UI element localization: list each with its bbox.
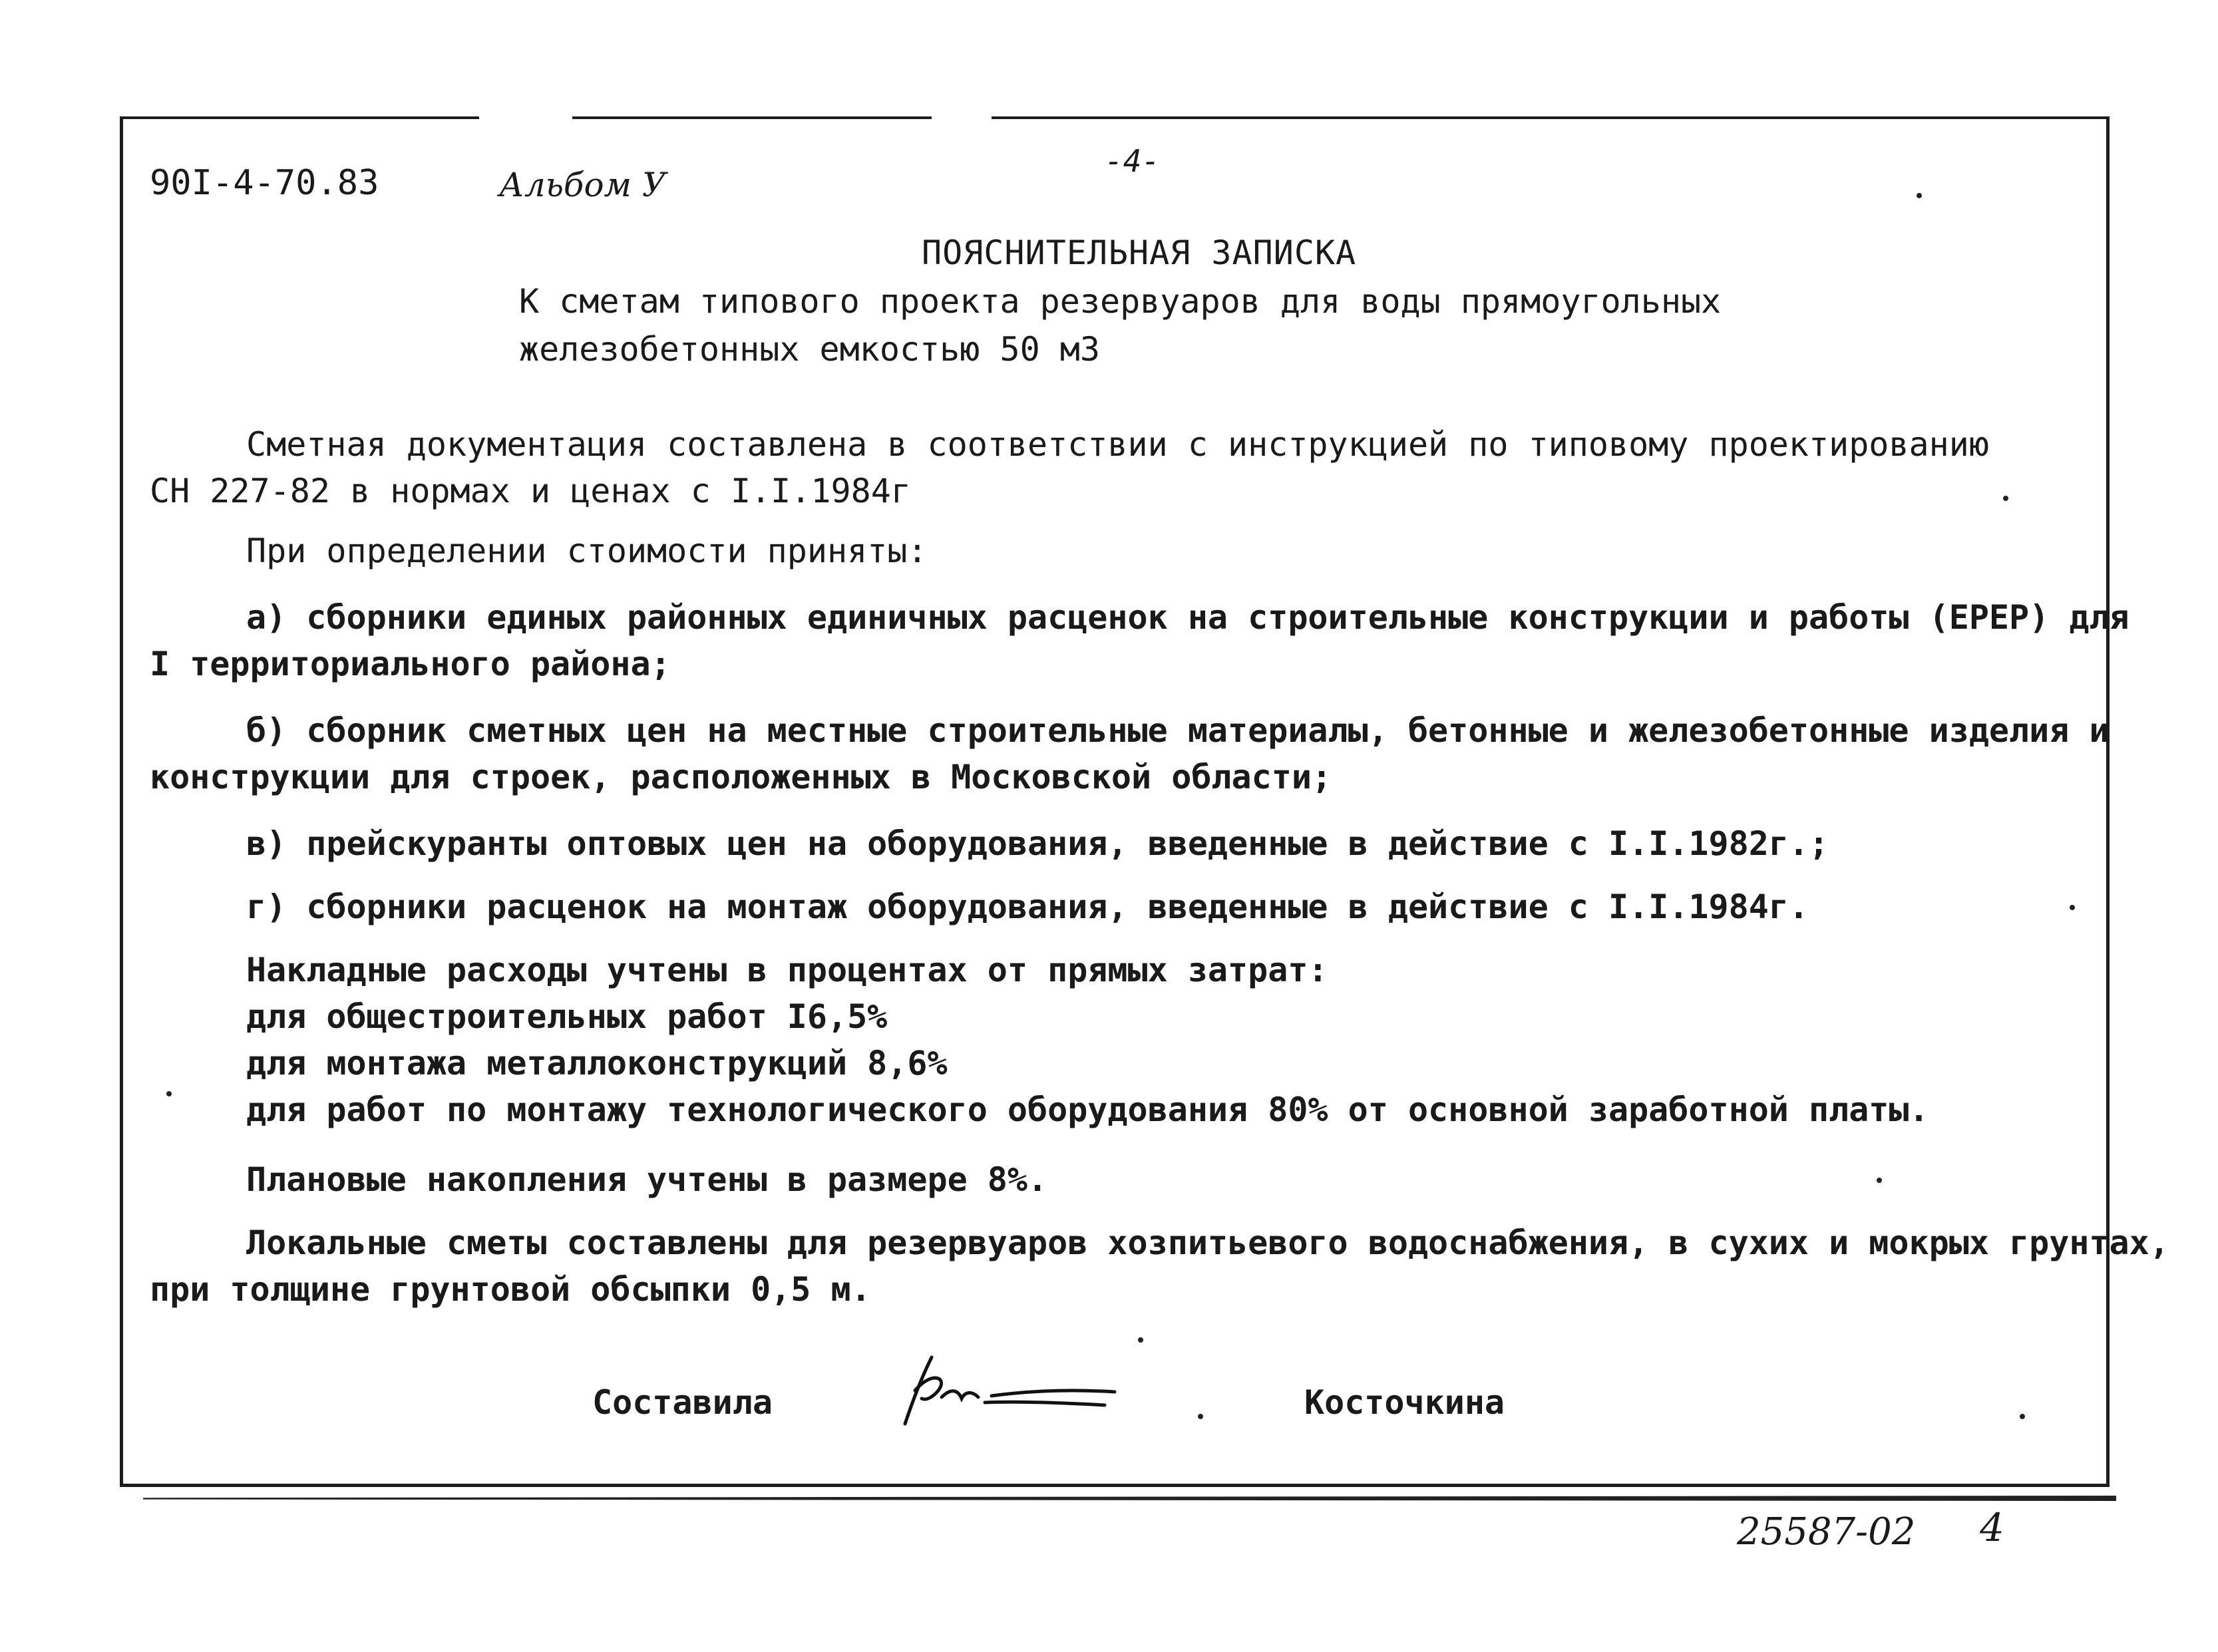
- document-subtitle-line: железобетонных емкостью 50 м3: [519, 330, 1100, 369]
- frame-gap: [932, 112, 992, 122]
- overhead-line: Накладные расходы учтены в процентах от прямых затрат:: [246, 951, 1328, 989]
- paragraph-line: СН 227-82 в нормах и ценах с I.I.1984г: [150, 472, 911, 510]
- scan-speck: [1877, 1178, 1882, 1183]
- frame-gap: [479, 112, 572, 122]
- document-subtitle-line: К сметам типового проекта резервуаров для воды прямоугольных: [519, 282, 1722, 321]
- frame-bottom-rule: [143, 1496, 2116, 1501]
- compiler-name: Косточкина: [1304, 1383, 1505, 1422]
- scan-speck: [1198, 1414, 1203, 1419]
- local-estimates-line: при толщине грунтовой обсыпки 0,5 м.: [150, 1270, 871, 1309]
- scan-speck: [2003, 496, 2008, 501]
- list-item-a: а) сборники единых районных единичных расценок на строительные конструкции и работы (ЕРЕР) для: [246, 598, 2129, 637]
- document-code: 90I-4-70.83: [150, 163, 379, 203]
- scan-speck: [1138, 1337, 1143, 1343]
- list-item-g: г) сборники расценок на монтаж оборудования, введенные в действие с I.I.1984г.: [246, 888, 1809, 926]
- document-title: ПОЯСНИТЕЛЬНАЯ ЗАПИСКА: [922, 234, 1357, 272]
- overhead-line: для работ по монтажу технологического оборудования 80% от основной заработной платы.: [246, 1090, 1929, 1129]
- scan-speck: [166, 1091, 172, 1096]
- scan-speck: [1917, 193, 1922, 198]
- album-label: Альбом У: [499, 166, 667, 204]
- overhead-line: для общестроительных работ I6,5%: [246, 997, 888, 1036]
- compiled-by-label: Составила: [592, 1383, 773, 1422]
- scan-speck: [2070, 905, 2075, 910]
- list-item-v: в) прейскуранты оптовых цен на оборудования, введенные в действие с I.I.1982г.;: [246, 824, 1829, 863]
- archive-number: 25587-02: [1737, 1510, 1916, 1554]
- paragraph-line: Сметная документация составлена в соответствии с инструкцией по типовому проектированию: [246, 425, 1989, 464]
- list-item-b: б) сборник сметных цен на местные строительные материалы, бетонные и железобетонные изделия и: [246, 711, 2110, 750]
- sheet-number: 4: [1980, 1505, 2004, 1550]
- scan-speck: [2020, 1414, 2025, 1419]
- overhead-line: для монтажа металлоконструкций 8,6%: [246, 1044, 948, 1082]
- local-estimates-line: Локальные сметы составлены для резервуаров хозпитьевого водоснабжения, в сухих и мокрых грунтах,: [246, 1224, 2169, 1262]
- planned-savings-line: Плановые накопления учтены в размере 8%.: [246, 1160, 1048, 1199]
- list-item-b-cont: конструкции для строек, расположенных в Московской области;: [150, 758, 1332, 796]
- list-item-a-cont: I территориального района;: [150, 645, 671, 683]
- handwritten-signature: [885, 1351, 1125, 1430]
- paragraph-line: При определении стоимости приняты:: [246, 532, 928, 570]
- page-number: -4-: [1105, 143, 1161, 179]
